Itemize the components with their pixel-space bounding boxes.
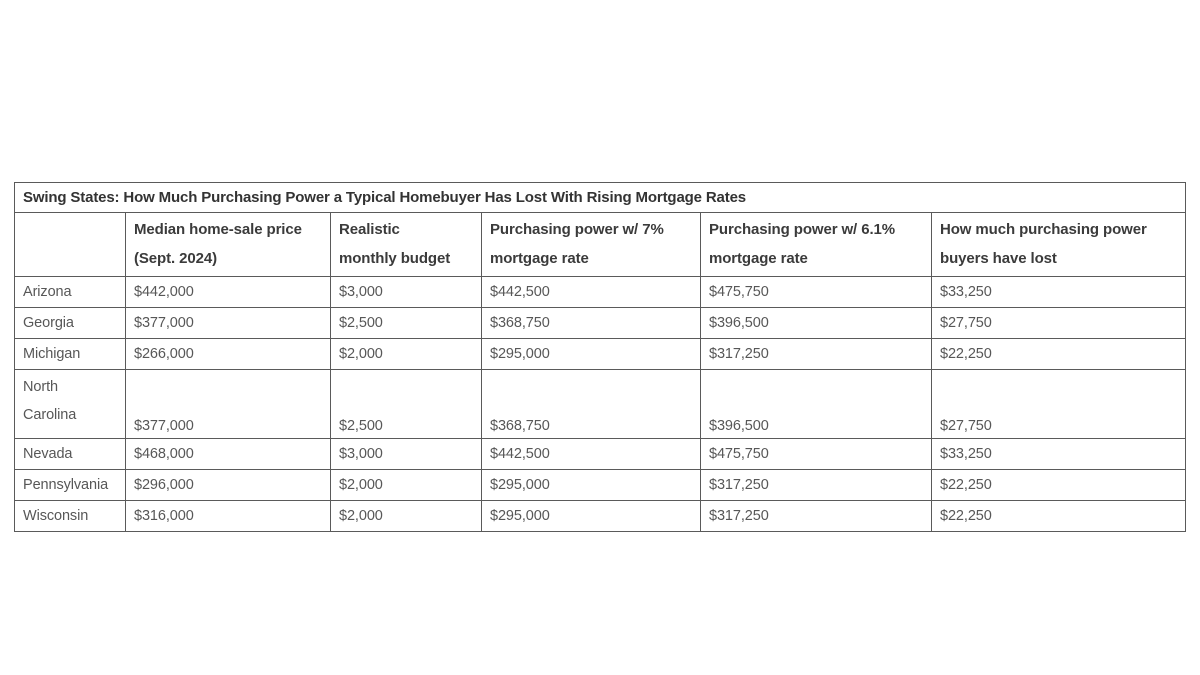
cell-power-7: $295,000 <box>482 501 701 532</box>
cell-power-7: $442,500 <box>482 277 701 308</box>
cell-power-61: $396,500 <box>701 370 932 439</box>
cell-state <box>15 370 126 439</box>
column-header-median-price-line1: Median home-sale price <box>134 221 302 238</box>
table-row <box>15 501 1186 532</box>
cell-state: Georgia <box>15 308 126 339</box>
cell-state: Michigan <box>15 339 126 370</box>
cell-power-61: $317,250 <box>701 501 932 532</box>
purchasing-power-table <box>14 182 1186 532</box>
cell-monthly-budget: $2,000 <box>331 339 482 370</box>
cell-state-line2: Carolina <box>23 407 77 423</box>
cell-monthly-budget: $2,500 <box>331 370 482 439</box>
column-header-power-lost-line1: How much purchasing power <box>940 221 1147 238</box>
cell-state: Nevada <box>15 439 126 470</box>
cell-power-7: $368,750 <box>482 370 701 439</box>
cell-power-lost: $22,250 <box>932 470 1186 501</box>
column-header-monthly-budget-line1: Realistic <box>339 221 400 238</box>
column-header-monthly-budget <box>331 213 482 277</box>
table-container <box>14 182 1185 532</box>
cell-power-lost: $33,250 <box>932 439 1186 470</box>
table-row <box>15 277 1186 308</box>
cell-power-61: $317,250 <box>701 339 932 370</box>
cell-power-lost: $22,250 <box>932 339 1186 370</box>
cell-monthly-budget: $2,500 <box>331 308 482 339</box>
cell-power-lost: $33,250 <box>932 277 1186 308</box>
cell-median-price: $296,000 <box>126 470 331 501</box>
cell-monthly-budget: $3,000 <box>331 439 482 470</box>
cell-monthly-budget: $2,000 <box>331 501 482 532</box>
column-header-power-7 <box>482 213 701 277</box>
column-header-power-61-line1: Purchasing power w/ 6.1% <box>709 221 895 238</box>
table-row <box>15 470 1186 501</box>
cell-power-7: $295,000 <box>482 339 701 370</box>
cell-median-price: $377,000 <box>126 370 331 439</box>
cell-power-lost: $22,250 <box>932 501 1186 532</box>
cell-state: Arizona <box>15 277 126 308</box>
cell-median-price: $468,000 <box>126 439 331 470</box>
cell-monthly-budget: $3,000 <box>331 277 482 308</box>
column-header-power-lost-line2: buyers have lost <box>940 250 1057 267</box>
cell-power-7: $295,000 <box>482 470 701 501</box>
column-header-power-lost <box>932 213 1186 277</box>
table-row <box>15 370 1186 439</box>
column-header-state <box>15 213 126 277</box>
column-header-median-price <box>126 213 331 277</box>
table-title: Swing States: How Much Purchasing Power a Typical Homebuyer Has Lost With Rising Mortgage Rates <box>15 183 1186 213</box>
cell-median-price: $266,000 <box>126 339 331 370</box>
cell-power-61: $317,250 <box>701 470 932 501</box>
table-row <box>15 339 1186 370</box>
table-row <box>15 439 1186 470</box>
cell-power-61: $396,500 <box>701 308 932 339</box>
cell-monthly-budget: $2,000 <box>331 470 482 501</box>
table-header-row <box>15 213 1186 277</box>
cell-state: Pennsylvania <box>15 470 126 501</box>
column-header-power-61 <box>701 213 932 277</box>
column-header-power-61-line2: mortgage rate <box>709 250 808 267</box>
column-header-power-7-line1: Purchasing power w/ 7% <box>490 221 664 238</box>
cell-power-7: $442,500 <box>482 439 701 470</box>
table-row <box>15 308 1186 339</box>
cell-median-price: $377,000 <box>126 308 331 339</box>
cell-power-lost: $27,750 <box>932 370 1186 439</box>
cell-power-61: $475,750 <box>701 439 932 470</box>
column-header-power-7-line2: mortgage rate <box>490 250 589 267</box>
cell-median-price: $442,000 <box>126 277 331 308</box>
column-header-median-price-line2: (Sept. 2024) <box>134 250 217 267</box>
table-title-row <box>15 183 1186 213</box>
cell-state-line1: North <box>23 379 58 395</box>
cell-power-7: $368,750 <box>482 308 701 339</box>
cell-median-price: $316,000 <box>126 501 331 532</box>
cell-power-61: $475,750 <box>701 277 932 308</box>
cell-power-lost: $27,750 <box>932 308 1186 339</box>
column-header-monthly-budget-line2: monthly budget <box>339 250 451 267</box>
cell-state: Wisconsin <box>15 501 126 532</box>
